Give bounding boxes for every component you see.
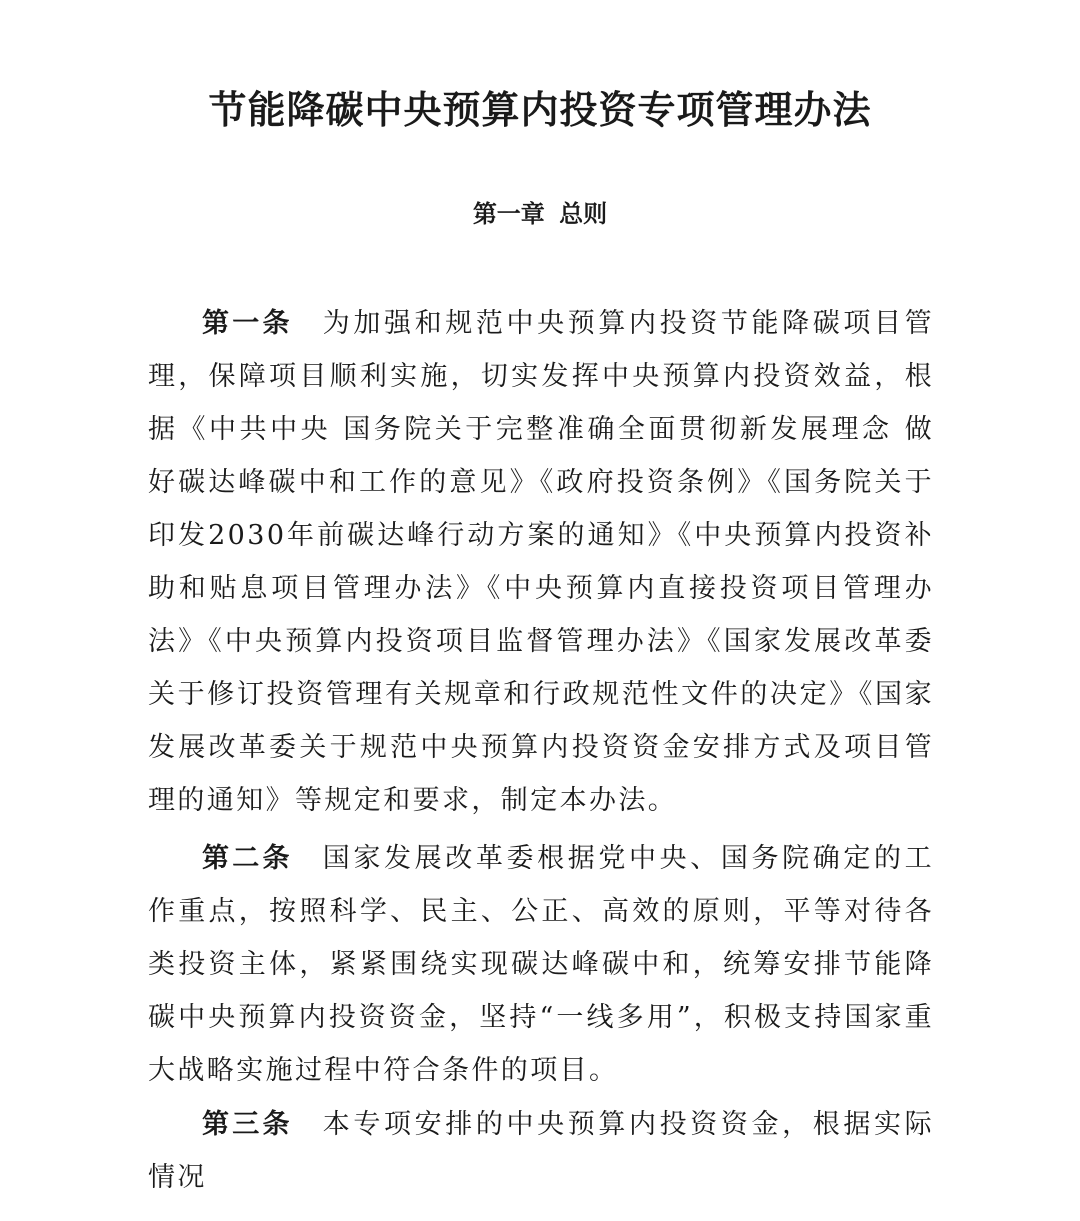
article-3 (148, 1098, 934, 1204)
article-label: 第一条 (202, 308, 293, 339)
chapter-title: 第一章 总则 (472, 200, 608, 228)
article-2 (148, 832, 934, 1097)
document-title: 节能降碳中央预算内投资专项管理办法 (208, 88, 872, 132)
article-label: 第三条 (202, 1109, 293, 1140)
article-text: 国家发展改革委根据党中央、国务院确定的工作重点，按照科学、民主、公正、高效的原则，平等对待各类投资主体，紧紧围绕实现碳达峰碳中和，统筹安排节能降碳中央预算内投资资金，坚持“一线多用”，积极支持国家重大战略实施过程中符合条件的项目。 (148, 843, 935, 1086)
article-text: 本专项安排的中央预算内投资资金，根据实际情况 (148, 1109, 935, 1193)
article-text: 为加强和规范中央预算内投资节能降碳项目管理，保障项目顺利实施，切实发挥中央预算内投资效益，根据《中共中央 国务院关于完整准确全面贯彻新发展理念 做好碳达峰碳中和工作的意见》《政府投资条例》《国务院关于印发2030年前碳达峰行动方案的通知》《中央预算内投资补助和贴息项目管理办法》《中央预算内直接投资项目管理办法》《中央预算内投资项目监督管理办法》《国家发展改革委关于修订投资管理有关规章和行政规范性文件的决定》《国家发展改革委关于规范中央预算内投资资金安排方式及项目管理的通知》等规定和要求，制定本办法。 (148, 308, 935, 816)
article-1 (148, 297, 934, 827)
article-label: 第二条 (202, 843, 293, 874)
